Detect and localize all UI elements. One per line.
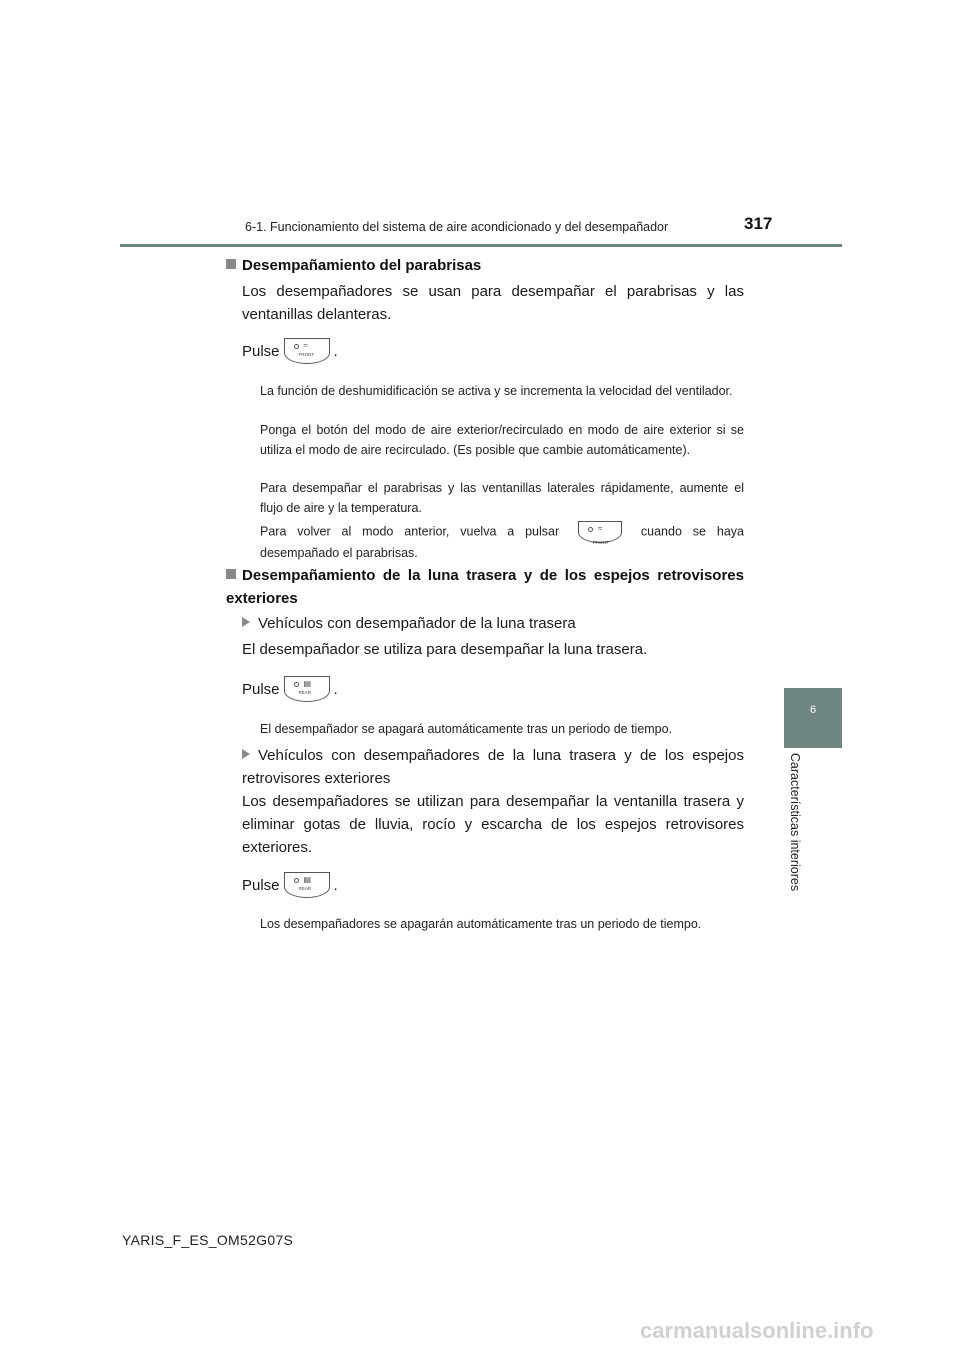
square-bullet-icon	[226, 569, 236, 579]
chapter-tab-number: 6	[809, 704, 817, 716]
note-dehumidify: La función de deshumidificación se activa y se incrementa la velocidad del ventilador.	[260, 384, 733, 398]
pulse-instruction-rear	[242, 676, 338, 702]
button-label: FRONT	[593, 540, 609, 545]
bullet-rear-only	[242, 612, 744, 635]
document-code: YARIS_F_ES_OM52G07S	[122, 1232, 294, 1248]
note-quick-defog: Para desempañar el parabrisas y las ventanillas laterales rápidamente, aumente el flujo de aire y la temperatura.	[260, 481, 744, 515]
square-bullet-icon	[226, 259, 236, 269]
pulse-suffix: .	[333, 680, 338, 698]
bullet-rear-and-mirrors	[242, 744, 744, 790]
button-label: REAR	[298, 886, 312, 891]
triangle-bullet-icon	[242, 749, 250, 759]
pulse-label: Pulse	[242, 342, 280, 360]
heading-text: Desempañamiento del parabrisas	[242, 257, 482, 274]
button-label: REAR	[298, 690, 312, 695]
section-heading-windshield	[226, 254, 746, 277]
chapter-tab-title: Características interiores	[788, 752, 802, 892]
button-label: FRONT	[298, 352, 315, 357]
header-rule	[120, 244, 842, 247]
watermark: carmanualsonline.info	[640, 1318, 874, 1343]
pulse-label: Pulse	[242, 876, 280, 894]
note-rear-auto-off: El desempañador se apagará automáticamente tras un periodo de tiempo.	[260, 722, 673, 736]
paragraph-rear: El desempañador se utiliza para desempañar la luna trasera.	[242, 641, 648, 658]
front-defroster-icon: ≈ FRONT	[284, 338, 330, 364]
triangle-bullet-icon	[242, 617, 250, 627]
note-text-before: Para volver al modo anterior, vuelva a pulsar	[260, 524, 560, 539]
page-number: 317	[744, 214, 773, 233]
bullet-text: Vehículos con desempañador de la luna trasera	[258, 615, 576, 632]
bullet-text: Vehículos con desempañadores de la luna trasera y de los espejos retrovisores exteriores	[242, 747, 744, 787]
note-recirculation: Ponga el botón del modo de aire exterior/recirculado en modo de aire exterior si se utiliza el modo de aire recirculado. (Es posible que cambie automáticamente).	[260, 423, 744, 457]
note-rear-mirrors-auto-off: Los desempañadores se apagarán automáticamente tras un periodo de tiempo.	[260, 917, 702, 931]
paragraph-rear-mirrors: Los desempañadores se utilizan para desempañar la ventanilla trasera y eliminar gotas de lluvia, rocío y escarcha de los espejos retrovisores exteriores.	[242, 793, 744, 856]
heading-text: Desempañamiento de la luna trasera y de los espejos retrovisores exteriores	[226, 567, 744, 607]
pulse-instruction-front	[242, 338, 338, 364]
rear-defroster-icon: ▤ REAR	[284, 676, 330, 702]
note-text-after: cuando se haya desempañado el parabrisas.	[260, 524, 744, 560]
pulse-instruction-rear-mirrors	[242, 872, 338, 898]
rear-defroster-icon: ▤ REAR	[284, 872, 330, 898]
pulse-suffix: .	[333, 342, 338, 360]
front-defroster-icon: ≈ FRONT	[578, 521, 622, 543]
paragraph-intro: Los desempañadores se usan para desempañar el parabrisas y las ventanillas delanteras.	[242, 283, 744, 323]
pulse-label: Pulse	[242, 680, 280, 698]
note-return-mode	[260, 521, 744, 564]
section-header: 6-1. Funcionamiento del sistema de aire acondicionado y del desempañador	[245, 220, 669, 234]
section-heading-rear	[226, 564, 744, 610]
pulse-suffix: .	[333, 876, 338, 894]
